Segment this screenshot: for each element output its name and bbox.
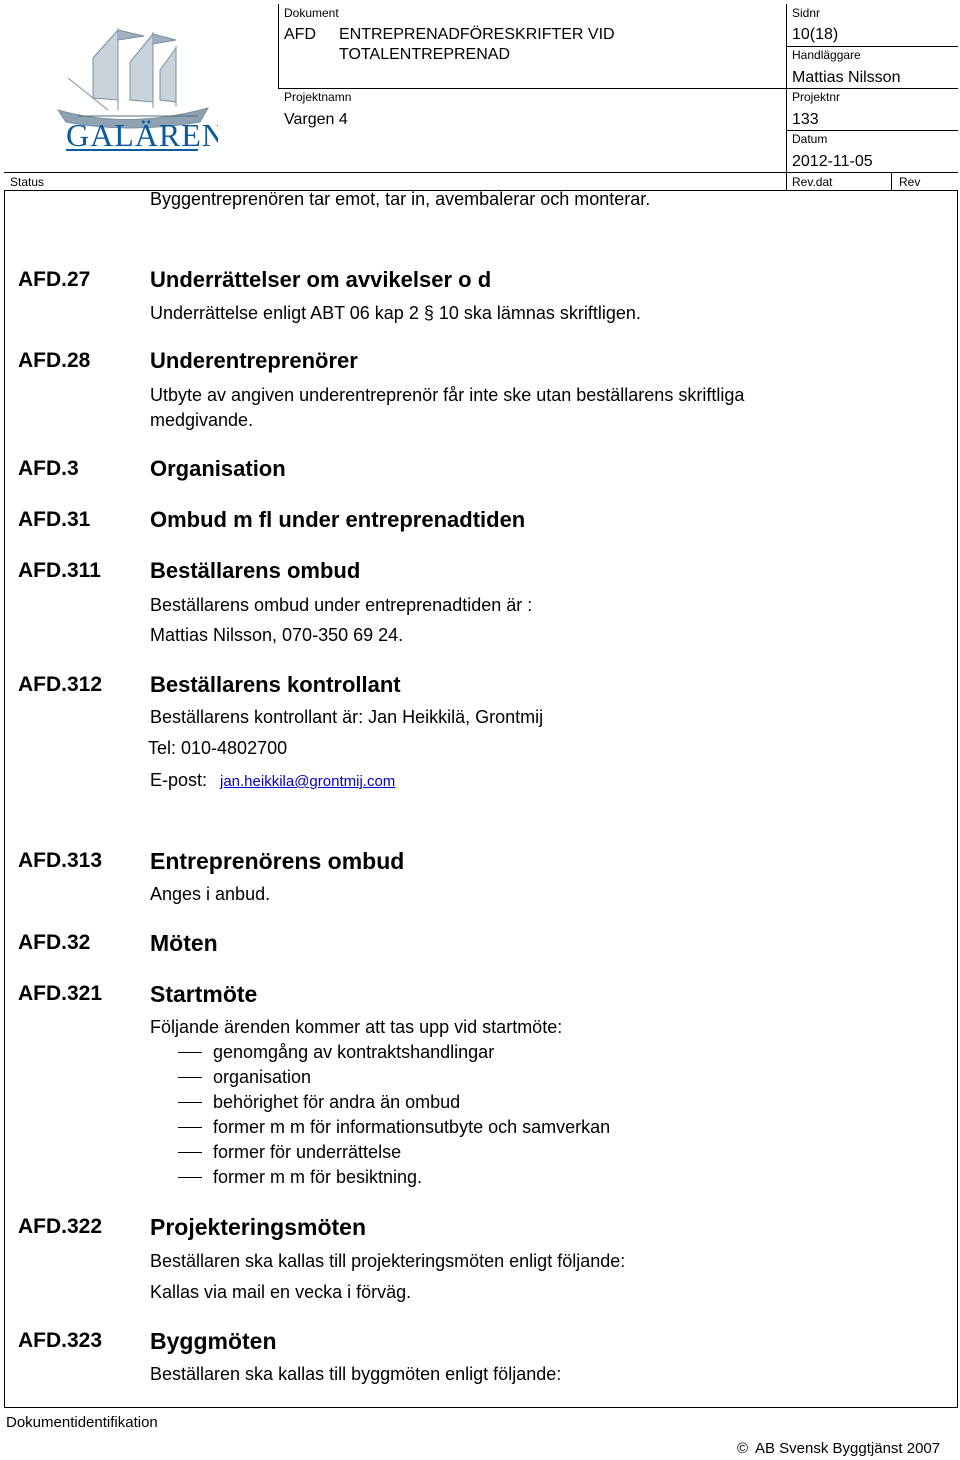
section-title: Byggmöten xyxy=(150,1328,277,1354)
dash-bullet-icon xyxy=(178,1152,202,1153)
dash-bullet-icon xyxy=(178,1052,202,1053)
section-code: AFD.28 xyxy=(18,349,91,372)
rev-label: Rev xyxy=(899,175,921,189)
section-code: AFD.311 xyxy=(18,559,101,582)
projektnamn-label: Projektnamn xyxy=(284,90,352,104)
section-code: AFD.322 xyxy=(18,1215,103,1238)
section-text: medgivande. xyxy=(150,410,254,430)
section-title: Organisation xyxy=(150,456,286,481)
doc-code: AFD xyxy=(284,26,316,43)
section-text: Beställaren ska kallas till projekteringsmöten enligt följande: xyxy=(150,1251,626,1271)
section-text: Beställaren ska kallas till byggmöten enligt följande: xyxy=(150,1364,562,1384)
sidnr-label: Sidnr xyxy=(792,6,821,20)
section-title: Beställarens kontrollant xyxy=(150,672,401,697)
section-title: Beställarens ombud xyxy=(150,558,361,583)
section-code: AFD.3 xyxy=(18,457,79,480)
section-code: AFD.312 xyxy=(18,673,103,696)
section-title: Underrättelser om avvikelser o d xyxy=(150,267,492,292)
section-text: Mattias Nilsson, 070-350 69 24. xyxy=(150,625,404,645)
handlaggare-value: Mattias Nilsson xyxy=(792,69,901,86)
section-text: Utbyte av angiven underentreprenör får inte ske utan beställarens skriftliga xyxy=(150,385,745,405)
datum-label: Datum xyxy=(792,132,828,146)
section-code: AFD.27 xyxy=(18,268,91,291)
copyright-icon: © xyxy=(737,1440,749,1457)
dash-bullet-icon xyxy=(178,1077,202,1078)
section-code: AFD.321 xyxy=(18,982,103,1005)
section-text: Kallas via mail en vecka i förväg. xyxy=(150,1282,412,1302)
dokument-label: Dokument xyxy=(284,6,339,20)
projektnr-label: Projektnr xyxy=(792,90,841,104)
section-text: Anges i anbud. xyxy=(150,884,271,904)
email-link[interactable]: jan.heikkila@grontmij.com xyxy=(220,773,396,790)
sidnr-value: 10(18) xyxy=(792,26,839,43)
intro-text: Byggentreprenören tar emot, tar in, avembalerar och monterar. xyxy=(150,189,651,209)
doc-title-line2: TOTALENTREPRENAD xyxy=(339,46,510,63)
dash-bullet-icon xyxy=(178,1102,202,1103)
section-code: AFD.323 xyxy=(18,1329,103,1352)
revdat-label: Rev.dat xyxy=(792,175,833,189)
section-code: AFD.32 xyxy=(18,931,91,954)
handlaggare-label: Handläggare xyxy=(792,48,861,62)
datum-value: 2012-11-05 xyxy=(792,153,873,170)
section-title: Startmöte xyxy=(150,981,258,1007)
list-item: genomgång av kontraktshandlingar xyxy=(213,1042,495,1062)
status-label: Status xyxy=(10,175,45,189)
section-text: Beställarens kontrollant är: Jan Heikkilä, Grontmij xyxy=(150,707,544,727)
section-text: E-post: xyxy=(150,770,208,790)
section-text: Följande ärenden kommer att tas upp vid startmöte: xyxy=(150,1017,563,1037)
galleon-logo-icon xyxy=(48,18,218,158)
section-title: Underentreprenörer xyxy=(150,348,358,373)
dash-bullet-icon xyxy=(178,1177,202,1178)
doc-title-line1: ENTREPRENADFÖRESKRIFTER VID xyxy=(339,26,615,43)
section-code: AFD.31 xyxy=(18,508,91,531)
dash-bullet-icon xyxy=(178,1127,202,1128)
section-title: Entreprenörens ombud xyxy=(150,848,405,874)
section-title: Möten xyxy=(150,930,218,956)
list-item: former m m för besiktning. xyxy=(213,1167,423,1187)
list-item: behörighet för andra än ombud xyxy=(213,1092,461,1112)
projektnamn-value: Vargen 4 xyxy=(284,111,348,128)
projektnr-value: 133 xyxy=(792,111,819,128)
section-text: Underrättelse enligt ABT 06 kap 2 § 10 ska lämnas skriftligen. xyxy=(150,303,641,323)
footer-left: Dokumentidentifikation xyxy=(6,1414,158,1431)
list-item: former m m för informationsutbyte och samverkan xyxy=(213,1117,611,1137)
list-item: former för underrättelse xyxy=(213,1142,402,1162)
content-frame xyxy=(4,190,958,1408)
list-item: organisation xyxy=(213,1067,312,1087)
footer-right: AB Svensk Byggtjänst 2007 xyxy=(755,1440,941,1457)
section-text: Beställarens ombud under entreprenadtiden är : xyxy=(150,595,533,615)
section-title: Ombud m fl under entreprenadtiden xyxy=(150,507,526,532)
header-logo xyxy=(48,18,218,158)
section-text: Tel: 010-4802700 xyxy=(148,738,288,758)
section-title: Projekteringsmöten xyxy=(150,1214,366,1240)
section-code: AFD.313 xyxy=(18,849,103,872)
logo-text: GALÄREN xyxy=(66,117,218,153)
